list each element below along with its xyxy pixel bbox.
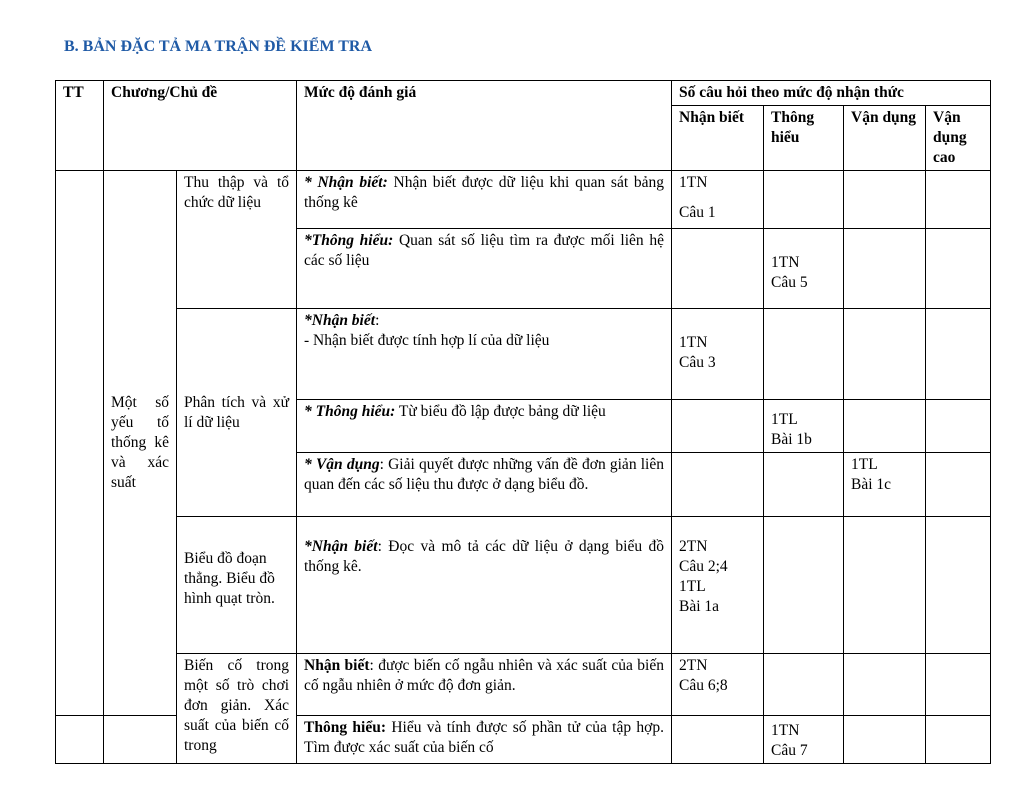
vd-cell bbox=[844, 716, 926, 764]
nb-cell bbox=[672, 229, 764, 309]
th-cell: 1TN Câu 5 bbox=[764, 229, 844, 309]
nb-cell: 2TN Câu 6;8 bbox=[672, 654, 764, 716]
tt-cell bbox=[56, 171, 104, 716]
topic-cell: Thu thập và tổ chức dữ liệu bbox=[177, 171, 297, 309]
header-nhan-biet: Nhận biết bbox=[672, 106, 764, 171]
nb-cell: 1TN Câu 3 bbox=[672, 309, 764, 400]
nb-cell bbox=[672, 400, 764, 453]
level-cell: *Nhận biết: - Nhận biết được tính hợp lí của dữ liệu bbox=[297, 309, 672, 400]
header-tt: TT bbox=[56, 81, 104, 171]
vdc-cell bbox=[926, 171, 991, 229]
tt-cell bbox=[56, 716, 104, 764]
vd-cell bbox=[844, 171, 926, 229]
vd-cell bbox=[844, 517, 926, 654]
vdc-cell bbox=[926, 716, 991, 764]
vdc-cell bbox=[926, 453, 991, 517]
th-cell bbox=[764, 309, 844, 400]
table-row bbox=[56, 654, 991, 716]
table-row bbox=[56, 517, 991, 654]
page-title: B. BẢN ĐẶC TẢ MA TRẬN ĐỀ KIỂM TRA bbox=[64, 38, 373, 55]
vdc-cell bbox=[926, 517, 991, 654]
specification-table bbox=[55, 80, 991, 764]
header-thong-hieu: Thông hiểu bbox=[764, 106, 844, 171]
vdc-cell bbox=[926, 309, 991, 400]
topic-cell: Biểu đồ đoạn thẳng. Biểu đồ hình quạt tròn. bbox=[177, 517, 297, 654]
th-cell: 1TL Bài 1b bbox=[764, 400, 844, 453]
header-count: Số câu hỏi theo mức độ nhận thức bbox=[672, 81, 991, 106]
vdc-cell bbox=[926, 400, 991, 453]
chapter-cell bbox=[104, 716, 177, 764]
chapter-cell: Một số yếu tố thống kê và xác suất bbox=[104, 171, 177, 716]
th-cell: 1TN Câu 7 bbox=[764, 716, 844, 764]
level-cell: * Vận dụng: Giải quyết được những vấn đề đơn giản liên quan đến các số liệu thu được ở dạng biểu đồ. bbox=[297, 453, 672, 517]
nb-cell: 2TN Câu 2;4 1TL Bài 1a bbox=[672, 517, 764, 654]
th-cell bbox=[764, 517, 844, 654]
vd-cell: 1TL Bài 1c bbox=[844, 453, 926, 517]
vdc-cell bbox=[926, 229, 991, 309]
vd-cell bbox=[844, 400, 926, 453]
nb-cell: 1TN Câu 1 bbox=[672, 171, 764, 229]
header-level: Mức độ đánh giá bbox=[297, 81, 672, 171]
level-cell: Thông hiểu: Hiểu và tính được số phần tử của tập hợp. Tìm được xác suất của biến cố bbox=[297, 716, 672, 764]
header-chapter: Chương/Chủ đề bbox=[104, 81, 297, 171]
th-cell bbox=[764, 453, 844, 517]
level-cell: * Thông hiểu: Từ biểu đồ lập được bảng dữ liệu bbox=[297, 400, 672, 453]
topic-cell: Biến cố trong một số trò chơi đơn giản. Xác suất của biến cố trong bbox=[177, 654, 297, 764]
table-row bbox=[56, 309, 991, 400]
nb-cell bbox=[672, 453, 764, 517]
vdc-cell bbox=[926, 654, 991, 716]
level-cell: * Nhận biết: Nhận biết được dữ liệu khi quan sát bảng thống kê bbox=[297, 171, 672, 229]
level-cell: *Thông hiểu: Quan sát số liệu tìm ra được mối liên hệ các số liệu bbox=[297, 229, 672, 309]
header-van-dung-cao: Vận dụng cao bbox=[926, 106, 991, 171]
th-cell bbox=[764, 654, 844, 716]
nb-cell bbox=[672, 716, 764, 764]
table-row bbox=[56, 171, 991, 229]
level-cell: *Nhận biết: Đọc và mô tả các dữ liệu ở dạng biểu đồ thống kê. bbox=[297, 517, 672, 654]
vd-cell bbox=[844, 309, 926, 400]
vd-cell bbox=[844, 654, 926, 716]
header-row bbox=[56, 81, 991, 106]
vd-cell bbox=[844, 229, 926, 309]
th-cell bbox=[764, 171, 844, 229]
level-cell: Nhận biết: được biến cố ngẫu nhiên và xác suất của biến cố ngẫu nhiên ở mức độ đơn giản. bbox=[297, 654, 672, 716]
header-van-dung: Vận dụng bbox=[844, 106, 926, 171]
topic-cell: Phân tích và xử lí dữ liệu bbox=[177, 309, 297, 517]
